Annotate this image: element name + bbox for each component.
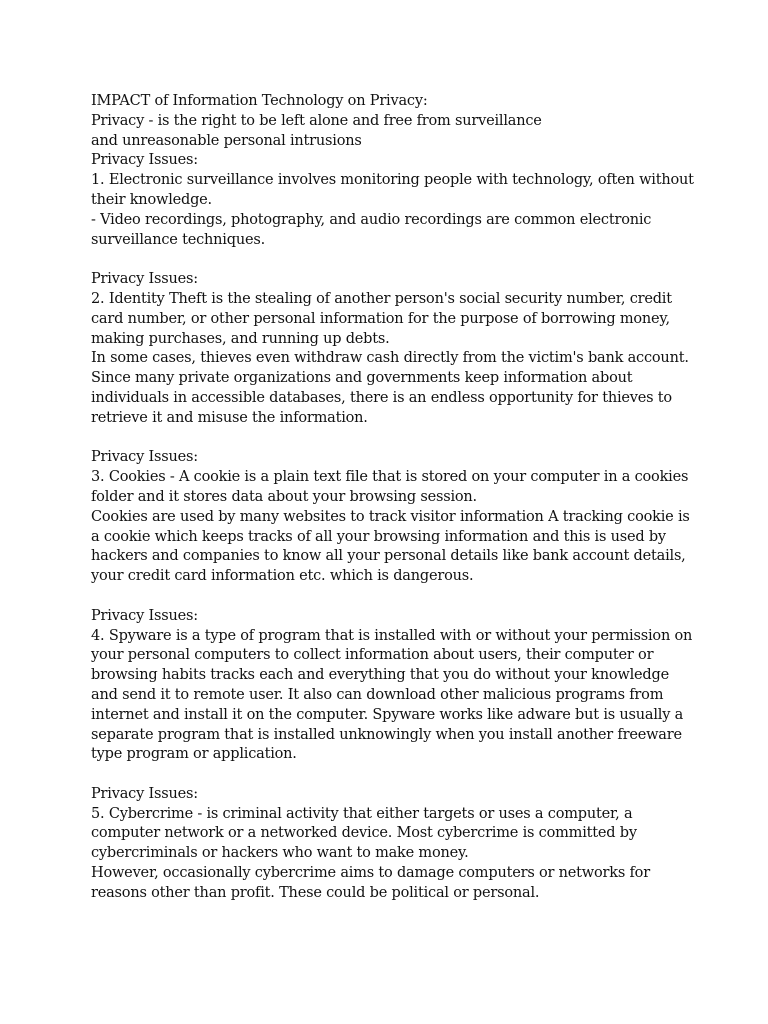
text-line: 5. Cybercrime - is criminal activity that either targets or uses a computer, a — [91, 805, 633, 822]
text-line: type program or application. — [91, 746, 297, 763]
blank-line — [91, 429, 691, 449]
text-line: 3. Cookies - A cookie is a plain text file that is stored on your computer in a cookies — [91, 469, 689, 486]
text-line: a cookie which keeps tracks of all your browsing information and this is used by — [91, 528, 666, 545]
text-line: Privacy Issues: — [91, 152, 198, 169]
text-line: Privacy Issues: — [91, 785, 198, 802]
text-line: Privacy Issues: — [91, 449, 198, 466]
text-line: - Video recordings, photography, and audio recordings are common electronic — [91, 211, 652, 228]
text-line: 2. Identity Theft is the stealing of another person's social security number, credit — [91, 290, 672, 307]
text-line: Privacy Issues: — [91, 271, 198, 288]
text-line: Since many private organizations and governments keep information about — [91, 370, 633, 387]
text-line: reasons other than profit. These could be political or personal. — [91, 884, 540, 901]
text-line: 4. Spyware is a type of program that is installed with or without your permission on — [91, 627, 693, 644]
text-line: computer network or a networked device. Most cybercrime is committed by — [91, 825, 637, 842]
text-line: Privacy - is the right to be left alone and free from surveillance — [91, 112, 542, 129]
text-line: your credit card information etc. which is dangerous. — [91, 568, 474, 585]
text-line: and unreasonable personal intrusions — [91, 132, 362, 149]
text-line: their knowledge. — [91, 191, 212, 208]
text-line: However, occasionally cybercrime aims to damage computers or networks for — [91, 865, 650, 882]
text-line: Cookies are used by many websites to track visitor information A tracking cookie is — [91, 508, 690, 525]
text-line: making purchases, and running up debts. — [91, 330, 390, 347]
text-line: Privacy Issues: — [91, 607, 198, 624]
blank-line — [91, 587, 691, 607]
text-line: retrieve it and misuse the information. — [91, 409, 368, 426]
blank-line — [91, 765, 691, 785]
text-line: In some cases, thieves even withdraw cash directly from the victim's bank account. — [91, 350, 689, 367]
text-line: hackers and companies to know all your personal details like bank account details, — [91, 548, 686, 565]
text-line: and send it to remote user. It also can download other malicious programs from — [91, 686, 664, 703]
text-line: internet and install it on the computer. Spyware works like adware but is usually a — [91, 706, 684, 723]
text-line: card number, or other personal information for the purpose of borrowing money, — [91, 310, 670, 327]
text-line: your personal computers to collect information about users, their computer or — [91, 647, 654, 664]
text-line: individuals in accessible databases, there is an endless opportunity for thieves to — [91, 389, 672, 406]
document-page — [91, 92, 694, 904]
blank-line — [91, 250, 691, 270]
text-line: cybercriminals or hackers who want to make money. — [91, 845, 469, 862]
text-line: folder and it stores data about your browsing session. — [91, 488, 477, 505]
text-line: browsing habits tracks each and everything that you do without your knowledge — [91, 667, 669, 684]
document-title: IMPACT of Information Technology on Privacy: — [91, 93, 428, 109]
text-line: surveillance techniques. — [91, 231, 265, 248]
text-line: 1. Electronic surveillance involves monitoring people with technology, often without — [91, 172, 694, 189]
text-line: separate program that is installed unknowingly when you install another freeware — [91, 726, 682, 743]
